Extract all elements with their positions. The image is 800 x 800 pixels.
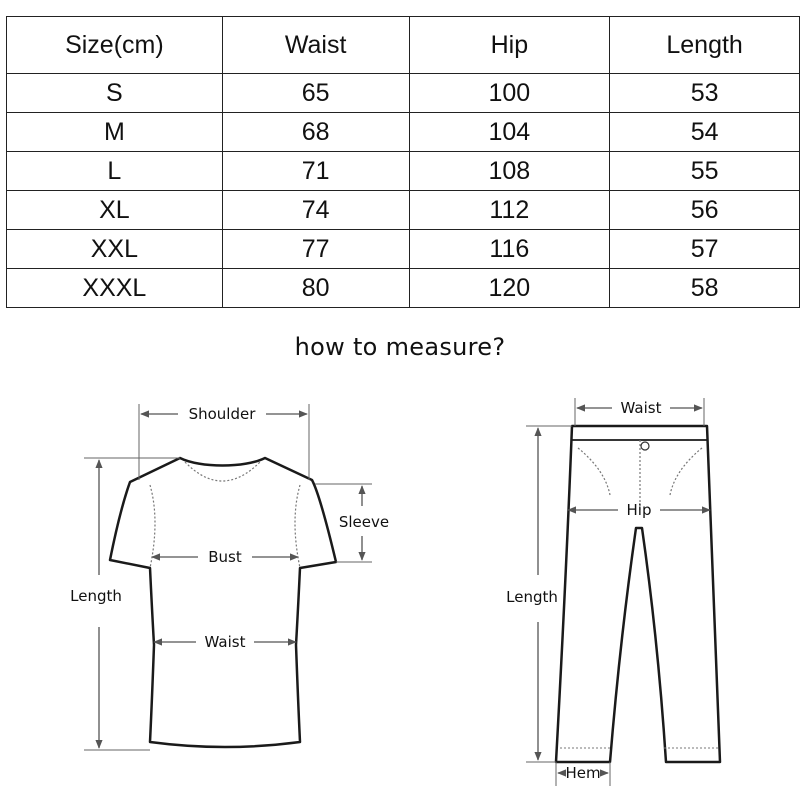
- tshirt-outline: [110, 458, 336, 747]
- measurement-cell: 108: [409, 152, 610, 191]
- size-cell: S: [7, 74, 223, 113]
- hem-label: Hem: [565, 764, 601, 782]
- pants-diagram: [506, 398, 720, 786]
- pants-length-label: Length: [506, 588, 558, 606]
- pants-waist-label: Waist: [620, 399, 662, 417]
- measurement-cell: 55: [610, 152, 800, 191]
- hip-label: Hip: [626, 501, 652, 519]
- column-header: Length: [610, 17, 800, 74]
- pants-outline: [556, 426, 720, 762]
- tshirt-diagram: [70, 404, 389, 750]
- column-header: Waist: [222, 17, 409, 74]
- pants-button: [641, 442, 649, 450]
- size-cell: XL: [7, 191, 223, 230]
- measurement-cell: 80: [222, 269, 409, 308]
- measurement-cell: 65: [222, 74, 409, 113]
- bust-label: Bust: [208, 548, 242, 566]
- size-cell: L: [7, 152, 223, 191]
- shirt-length-label: Length: [70, 587, 122, 605]
- measurement-cell: 104: [409, 113, 610, 152]
- column-header: Hip: [409, 17, 610, 74]
- shoulder-label: Shoulder: [188, 405, 256, 423]
- measurement-cell: 56: [610, 191, 800, 230]
- measurement-cell: 54: [610, 113, 800, 152]
- size-cell: XXL: [7, 230, 223, 269]
- sleeve-label: Sleeve: [338, 513, 390, 531]
- measurement-cell: 71: [222, 152, 409, 191]
- shirt-waist-label: Waist: [204, 633, 246, 651]
- measurement-cell: 77: [222, 230, 409, 269]
- size-cell: XXXL: [7, 269, 223, 308]
- measurement-cell: 112: [409, 191, 610, 230]
- column-header: Size(cm): [7, 17, 223, 74]
- size-cell: M: [7, 113, 223, 152]
- measurement-cell: 100: [409, 74, 610, 113]
- measurement-cell: 53: [610, 74, 800, 113]
- measurement-cell: 116: [409, 230, 610, 269]
- measurement-cell: 120: [409, 269, 610, 308]
- measurement-cell: 68: [222, 113, 409, 152]
- measurement-cell: 74: [222, 191, 409, 230]
- measure-title: how to measure?: [294, 333, 506, 361]
- measurement-cell: 58: [610, 269, 800, 308]
- measurement-cell: 57: [610, 230, 800, 269]
